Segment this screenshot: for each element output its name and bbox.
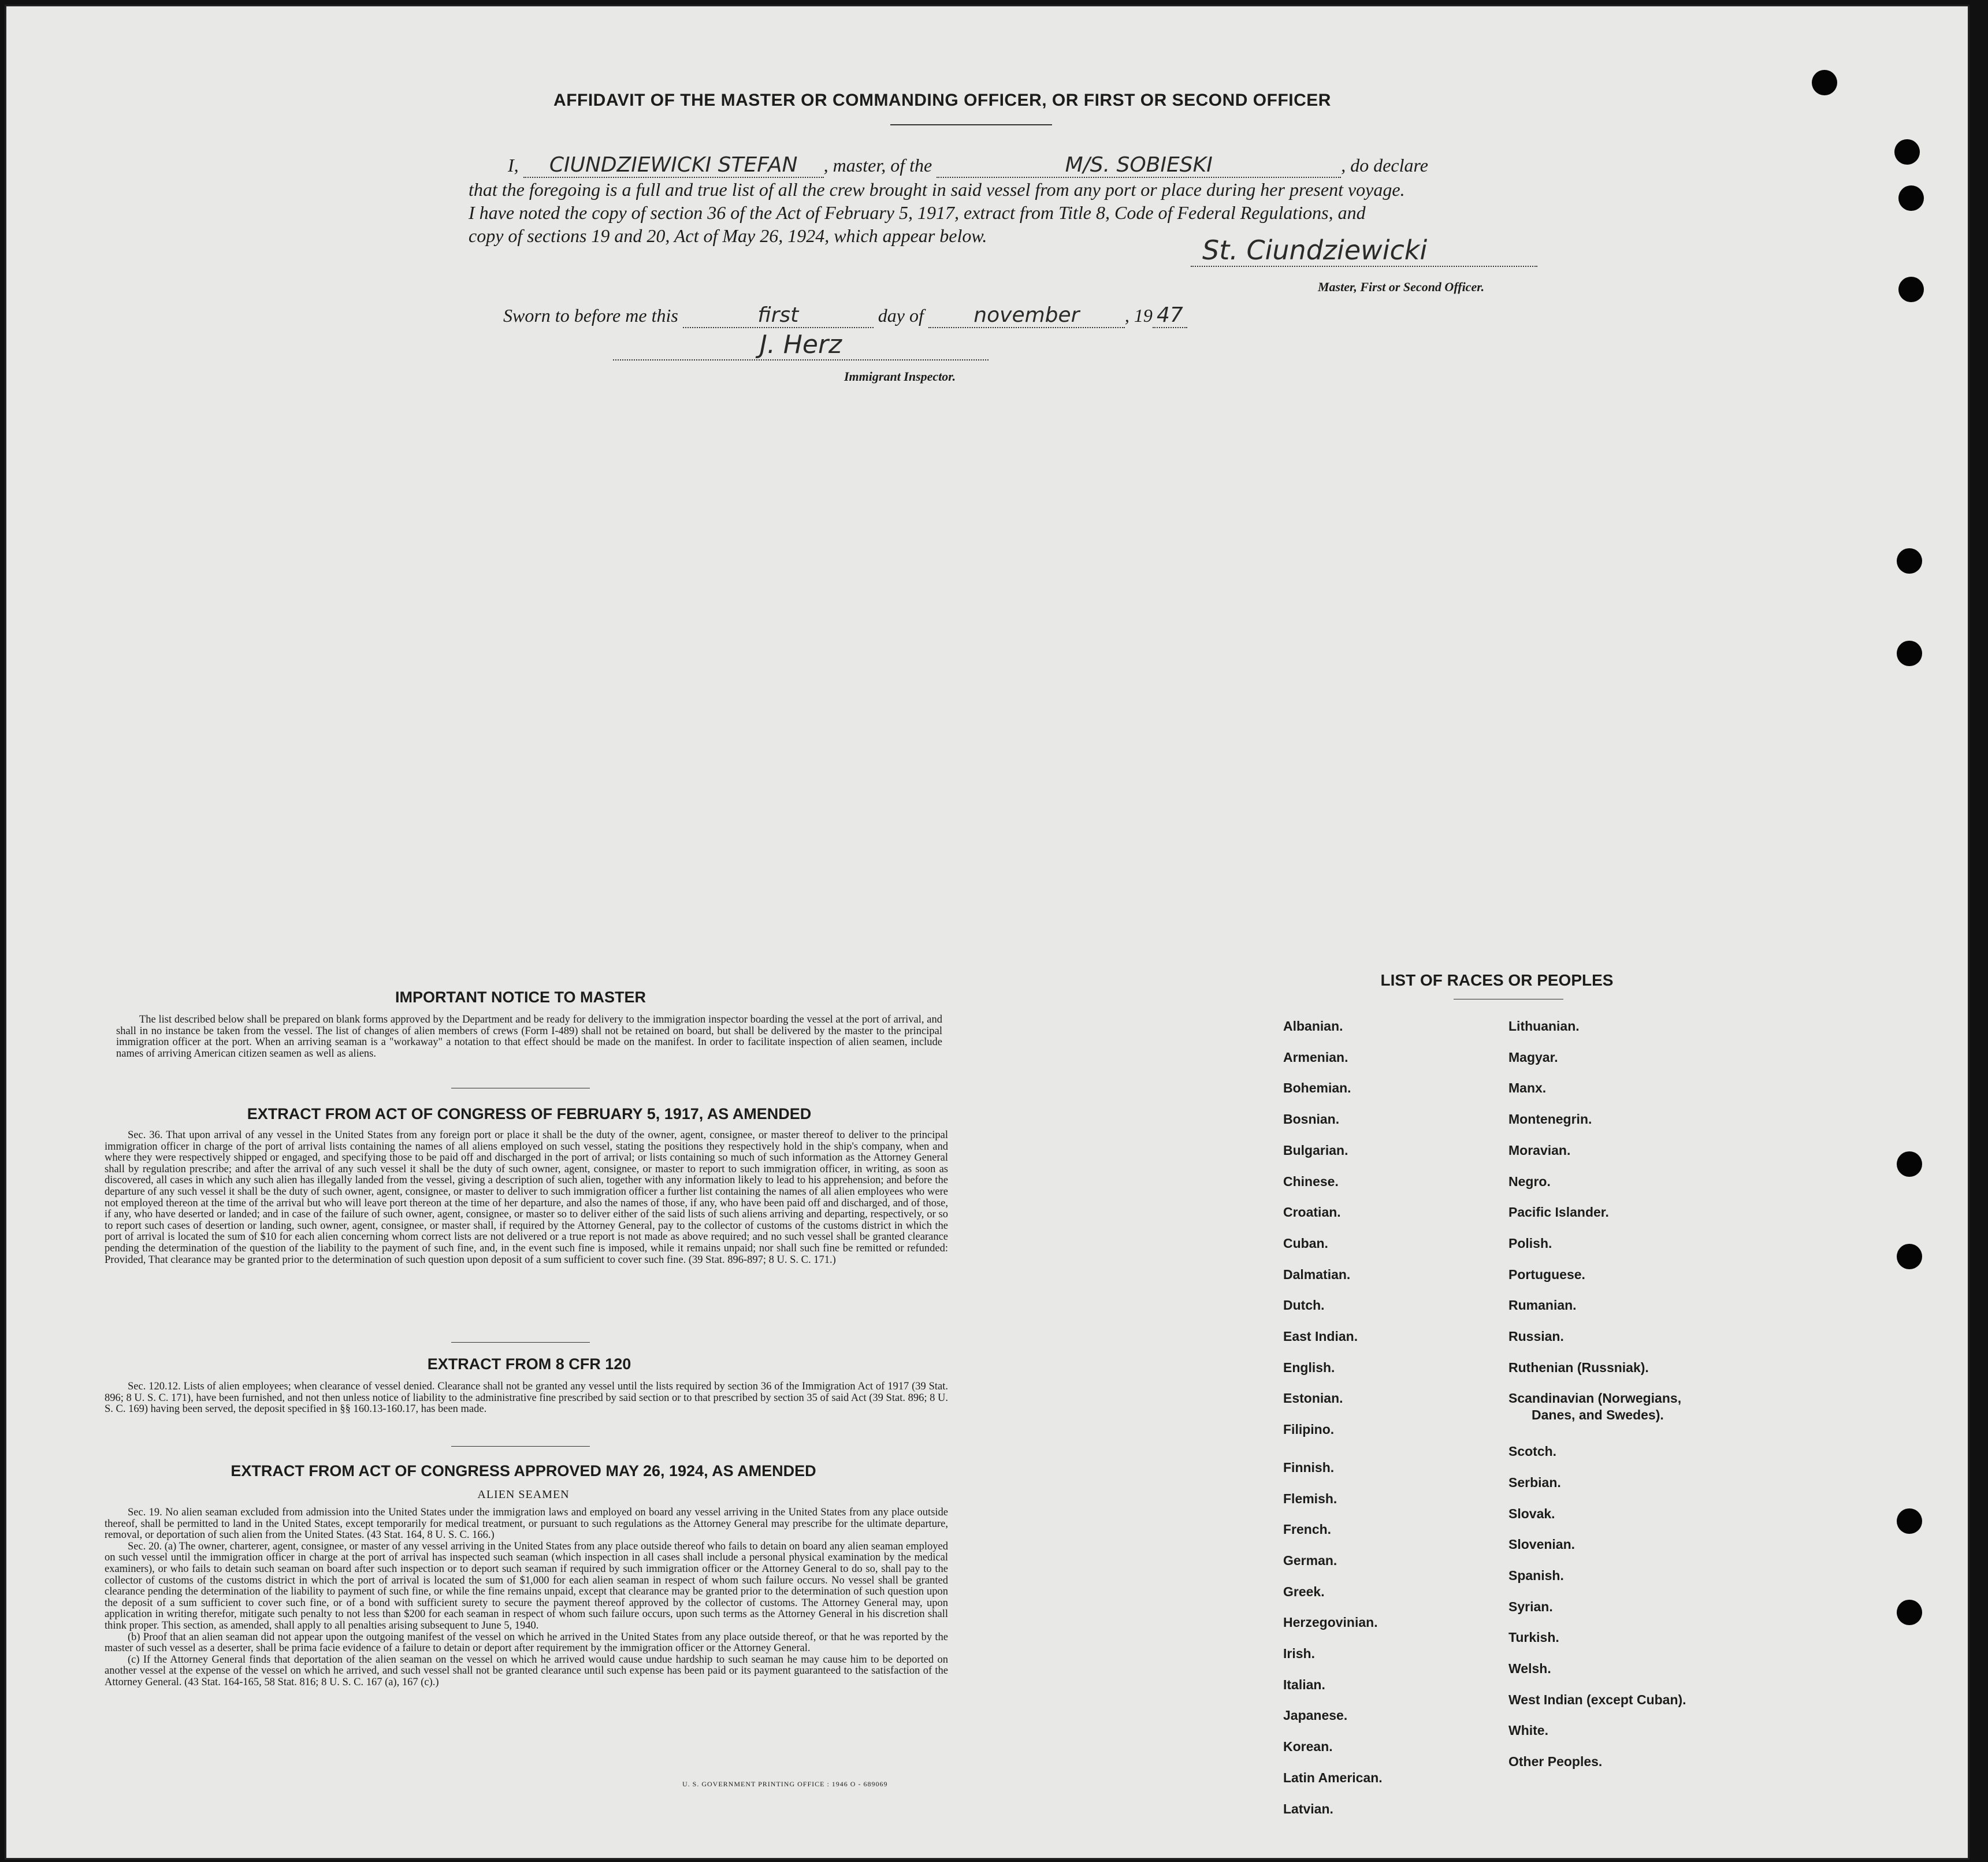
race-item: Scotch.	[1508, 1444, 1557, 1459]
inspector-signature-block	[613, 330, 989, 384]
race-item: Dutch.	[1283, 1298, 1325, 1313]
race-item: Moravian.	[1508, 1142, 1571, 1158]
races-title: LIST OF RACES OR PEOPLES	[1380, 971, 1614, 989]
race-item: Welsh.	[1508, 1661, 1551, 1676]
do-declare-label: , do declare	[1341, 155, 1428, 176]
race-item-continuation: Danes, and Swedes).	[1532, 1407, 1664, 1423]
race-item: Turkish.	[1508, 1630, 1559, 1645]
race-item: White.	[1508, 1723, 1548, 1738]
binder-hole	[1897, 1244, 1922, 1269]
binder-hole	[1897, 548, 1922, 574]
race-item: Polish.	[1508, 1235, 1552, 1251]
master-name-field[interactable]: CIUNDZIEWICKI STEFAN	[523, 154, 824, 178]
race-item: Irish.	[1283, 1646, 1315, 1661]
affidavit-line-4: copy of sections 19 and 20, Act of May 26, 1924, which appear below.	[469, 225, 987, 246]
document-page	[5, 5, 1970, 1860]
race-item: Portuguese.	[1508, 1266, 1585, 1282]
race-item: Magyar.	[1508, 1049, 1558, 1065]
notice-paragraph: The list described below shall be prepared on blank forms approved by the Department and be ready for delivery to the immigration inspector boarding the vessel at the port of arrival, and shall in no instance be taken from the vessel. The list of changes of alien members of crews (Form I-489) shall not be retained on board, but shall be delivered by the master to the principal immigration officer at the port. When an arriving seaman is a "workaway" a notation to that effect should be made on the manifest. In order to facilitate inspection of alien seamen, include names of arriving American citizen seamen as well as aliens.	[116, 1014, 942, 1060]
affidavit-line-2: that the foregoing is a full and true list of all the crew brought in said vessel from any port or place during her present voyage.	[469, 179, 1405, 200]
race-item: Manx.	[1508, 1080, 1547, 1096]
race-item: Slovak.	[1508, 1506, 1555, 1521]
race-item: Filipino.	[1283, 1422, 1335, 1437]
extract-1924-text	[105, 1507, 948, 1689]
extract-cfr-text	[105, 1381, 948, 1415]
extract-1924-paragraph: Sec. 19. No alien seaman excluded from admission into the United States under the immigration laws and employed on board any vessel arriving in the United States from any place outside thereof, shall be permitted to land in the United States, except temporarily for medical treatment, or pursuant to such regulations as the Attorney General may prescribe for the ultimate departure, removal, or deportation of such alien from the United States. (43 Stat. 164, 8 U. S. C. 166.)	[105, 1507, 948, 1541]
race-item: German.	[1283, 1552, 1337, 1568]
extract-1924-paragraph: (c) If the Attorney General finds that deportation of the alien seaman on the vessel on which he arrived would cause undue hardship to such seaman he may cause him to be deported on another vessel at the expense of the vessel on which he arrived, and such vessel shall not be granted clearance until such expense has been paid or its payment guaranteed to the satisfaction of the Attorney General. (43 Stat. 164-165, 58 Stat. 816; 8 U. S. C. 167 (a), 167 (c).)	[105, 1653, 948, 1688]
extract-1917-text	[105, 1130, 948, 1266]
race-item: Lithuanian.	[1508, 1019, 1580, 1034]
race-item: Flemish.	[1283, 1491, 1337, 1506]
race-item: French.	[1283, 1522, 1332, 1537]
bleed-through-texture	[93, 376, 1896, 492]
binder-hole	[1897, 1508, 1922, 1534]
race-item: East Indian.	[1283, 1329, 1358, 1344]
binder-hole	[1897, 1600, 1922, 1625]
race-item: Latin American.	[1283, 1770, 1383, 1785]
race-item: Other Peoples.	[1508, 1754, 1603, 1770]
race-item: Cuban.	[1283, 1235, 1328, 1251]
extract-1917-paragraph: Sec. 36. That upon arrival of any vessel in the United States from any foreign port or place it shall be the duty of the owner, agent, consignee, or master thereof to deliver to the principal immigration officer in charge of the port of arrival lists containing the names of all aliens employed on such vessel, stating the positions they respectively hold in the ship's company, when and where they were respectively shipped or engaged, and specifying those to be paid off and discharged in the port of arrival; or lists containing so much of such information as the Attorney General shall by regulation prescribe; and after the arrival of any such vessel it shall be the duty of such owner, agent, consignee, or master to report to such immigration officer, in writing, as soon as discovered, all cases in which any such alien has illegally landed from the vessel, giving a description of such alien, together with any information likely to lead to his apprehension; and before the departure of any such vessel it shall be the duty of such owner, agent, consignee, or master to deliver to such immigration officer a further list containing the names of all alien employees who were not employed thereon at the time of the arrival but who will leave port thereon at the time of her departure, and also the names of those, if any, who have been paid off and discharged, and of those, if any, who have deserted or landed; and in case of the failure of such owner, agent, consignee, or master so to deliver either of the said lists of such aliens arriving and departing, respectively, or so to report such cases of desertion or landing, such owner, agent, consignee, or master shall, if required by the Attorney General, pay to the collector of customs of the customs district in which the port of arrival is located the sum of $10 for each alien concerning whom correct lists are not delivered or a true report is not made as above required; and no such vessel shall be granted clearance pending the determination of the question of the liability to the payment of such fine, and, in the event such fine is imposed, while it remains unpaid; nor shall such fine be remitted or refunded: Provided, That clearance may be granted prior to the determination of such question upon deposit of a sum sufficient to cover such fine. (39 Stat. 896-897; 8 U. S. C. 171.)	[105, 1129, 948, 1266]
binder-hole	[1897, 641, 1922, 666]
race-item: Russian.	[1508, 1329, 1564, 1344]
race-item: Japanese.	[1283, 1708, 1348, 1723]
race-item: Albanian.	[1283, 1019, 1343, 1034]
affidavit-title: AFFIDAVIT OF THE MASTER OR COMMANDING OFFICER, OR FIRST OR SECOND OFFICER	[553, 91, 1331, 110]
extract-1917-title: EXTRACT FROM ACT OF CONGRESS OF FEBRUARY 5, 1917, AS AMENDED	[247, 1105, 812, 1123]
race-item: Greek.	[1283, 1584, 1325, 1599]
sworn-label: Sworn to before me this	[503, 305, 678, 326]
extract-1924-paragraph: Sec. 20. (a) The owner, charterer, agent, consignee, or master of any vessel arriving in the United States from any place outside thereof who fails to detain on board any alien seaman employed on such vessel until the immigration officer in charge at the port of arrival has inspected such seaman (which inspection in all cases shall include a personal physical examination by the medical examiners), or who fails to detain such seaman on board after such inspection or to deport such seaman if required by such immigration officer or the Attorney General to do so, shall pay to the collector of customs of the customs district in which the port of arrival is located the sum of $1,000 for each alien seaman in respect of whom such failure occurs. No vessel shall be granted clearance pending the determination of the liability to payment of such fine, or while the fine remains unpaid, except that clearance may be granted prior to the determination of such question upon the deposit of a sum sufficient to cover such fine, or of a bond with sufficient surety to secure the payment thereof approved by the collector of customs. The Attorney General may, upon application in writing therefor, mitigate such penalty to not less than $200 for each seaman in respect of whom such failure occurs, upon such terms as the Attorney General in his discretion shall think proper. This section, as amended, shall apply to all penalties arising subsequent to June 5, 1940.	[105, 1540, 948, 1631]
sworn-line	[503, 304, 1589, 328]
race-item: Serbian.	[1508, 1474, 1561, 1490]
race-item: Bosnian.	[1283, 1112, 1340, 1127]
binder-hole	[1898, 277, 1924, 302]
race-item: Estonian.	[1283, 1391, 1343, 1406]
master-of-label: , master, of the	[823, 155, 932, 176]
sworn-year-field[interactable]: 47	[1153, 304, 1187, 328]
race-item: Italian.	[1283, 1677, 1325, 1692]
race-item: Pacific Islander.	[1508, 1205, 1609, 1220]
i-label: I,	[508, 155, 519, 176]
race-item: Negro.	[1508, 1173, 1551, 1189]
race-item: Syrian.	[1508, 1599, 1553, 1614]
title-underline	[890, 124, 1052, 125]
extract-cfr-title: EXTRACT FROM 8 CFR 120	[427, 1355, 631, 1373]
master-signature-block	[1191, 235, 1537, 294]
notice-text	[116, 1014, 942, 1060]
race-item: Montenegrin.	[1508, 1112, 1592, 1127]
affidavit-line-3: I have noted the copy of section 36 of the Act of February 5, 1917, extract from Title 8, Code of Federal Regulations, and	[469, 202, 1366, 223]
race-item: English.	[1283, 1359, 1335, 1375]
extract-1924-title: EXTRACT FROM ACT OF CONGRESS APPROVED MAY 26, 1924, AS AMENDED	[231, 1462, 816, 1480]
sworn-day-field[interactable]: first	[683, 304, 874, 328]
race-item: Slovenian.	[1508, 1537, 1575, 1552]
race-item: Armenian.	[1283, 1049, 1348, 1065]
race-item: Rumanian.	[1508, 1298, 1577, 1313]
binder-hole	[1812, 70, 1837, 95]
inspector-signature[interactable]: J. Herz	[613, 330, 989, 360]
divider	[451, 1446, 590, 1447]
binder-hole	[1898, 185, 1924, 211]
extract-1924-paragraph: (b) Proof that an alien seaman did not appear upon the outgoing manifest of the vessel on which he arrived in the United States from any place outside thereof, or that he was reported by the master of such vessel as a deserter, shall be prima facie evidence of a failure to detain or deport after requirement by the immigration officer or the Attorney General.	[105, 1631, 948, 1655]
race-item: Bohemian.	[1283, 1080, 1351, 1096]
race-item: Spanish.	[1508, 1567, 1564, 1583]
binder-hole	[1897, 1151, 1922, 1177]
sworn-month-field[interactable]: november	[928, 304, 1125, 328]
race-item: Croatian.	[1283, 1205, 1341, 1220]
divider	[451, 1342, 590, 1343]
race-item: Latvian.	[1283, 1801, 1333, 1816]
race-item: Bulgarian.	[1283, 1142, 1348, 1158]
race-item: Korean.	[1283, 1739, 1333, 1755]
race-item: Chinese.	[1283, 1173, 1339, 1189]
race-item: Dalmatian.	[1283, 1266, 1351, 1282]
master-signature[interactable]: St. Ciundziewicki	[1191, 235, 1537, 267]
race-item: Scandinavian (Norwegians,	[1508, 1391, 1682, 1406]
year-prefix: , 19	[1124, 305, 1153, 326]
vessel-name-field[interactable]: M/S. SOBIESKI	[937, 154, 1341, 178]
extract-cfr-paragraph: Sec. 120.12. Lists of alien employees; when clearance of vessel denied. Clearance shall not be granted any vessel until the lists required by section 36 of the Immigration Act of 1917 (39 Stat. 896; 8 U. S. C. 171), have been furnished, and not then unless notice of liability to the administrative fine prescribed by said section or to that prescribed by section 35 of said Act (39 Stat. 896; 8 U. S. C. 169) having been served, the deposit specified in §§ 160.13-160.17, has been made.	[105, 1381, 948, 1415]
race-item: West Indian (except Cuban).	[1508, 1692, 1686, 1707]
race-item: Herzegovinian.	[1283, 1615, 1378, 1630]
race-item: Ruthenian (Russniak).	[1508, 1359, 1649, 1375]
day-of-label: day of	[878, 305, 924, 326]
inspector-label: Immigrant Inspector.	[844, 369, 956, 384]
printing-office-footer: U. S. GOVERNMENT PRINTING OFFICE : 1946 O - 689069	[682, 1780, 888, 1788]
affidavit-text	[469, 154, 1555, 247]
master-label: Master, First or Second Officer.	[1318, 280, 1485, 294]
race-item: Finnish.	[1283, 1459, 1335, 1475]
extract-1924-subtitle: ALIEN SEAMEN	[477, 1488, 570, 1501]
binder-hole	[1894, 139, 1920, 165]
notice-title: IMPORTANT NOTICE TO MASTER	[395, 988, 646, 1006]
